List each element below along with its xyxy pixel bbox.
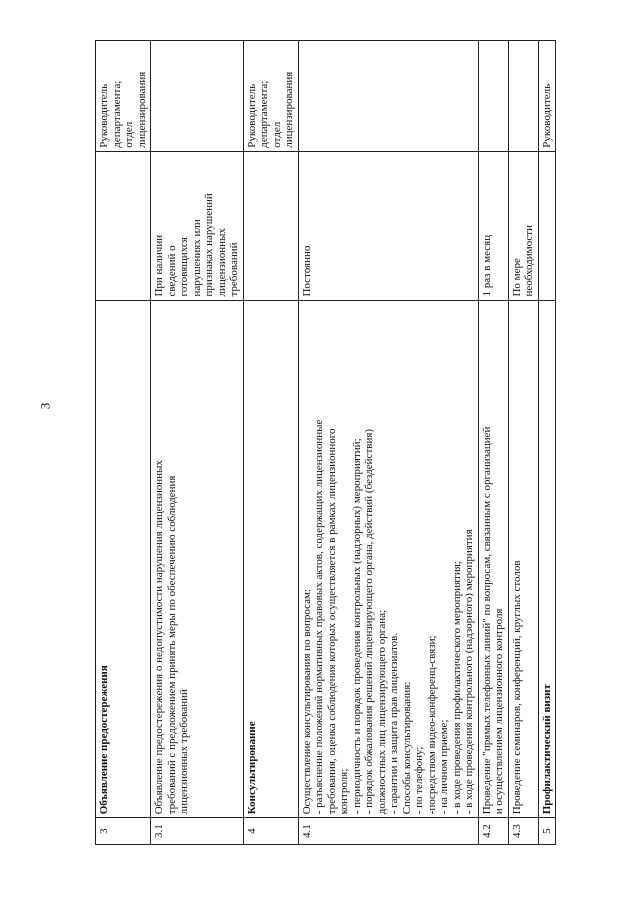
page-number: 3 xyxy=(37,402,53,410)
row-content xyxy=(243,300,298,818)
row-number: 3.1 xyxy=(151,818,244,845)
row-content xyxy=(298,300,478,818)
content-line: должностных лиц лицензирующего органа; xyxy=(375,609,388,815)
content-line: лицензионных требований xyxy=(178,689,190,815)
row-timing xyxy=(538,151,556,300)
row-responsible xyxy=(538,41,556,152)
row-number: 3 xyxy=(96,818,151,845)
row-responsible xyxy=(151,41,244,152)
row-timing xyxy=(298,151,478,300)
row-responsible xyxy=(478,41,508,152)
timing-line: признаках нарушений xyxy=(203,193,215,297)
plan-table-body xyxy=(96,41,556,845)
timing-line: нарушениях или xyxy=(190,219,203,297)
responsible-line: департамента; xyxy=(258,80,270,148)
content-line: Способы консультирования: xyxy=(400,681,413,815)
row-content xyxy=(478,300,508,818)
row-number: 4 xyxy=(243,818,298,845)
row-content xyxy=(151,300,244,818)
timing-line: Постоянно xyxy=(300,245,313,297)
content-line: - в ходе проведения профилактического мероприятия; xyxy=(450,561,463,815)
row-number: 4.3 xyxy=(508,818,538,845)
responsible-line: Руководитель xyxy=(245,83,258,148)
row-content xyxy=(96,300,151,818)
content-line: Объявление предостережения о недопустимости нарушения лицензионных xyxy=(153,460,165,815)
content-line: требований с предложением принять меры по обеспечению соблюдения xyxy=(165,475,178,815)
row-timing xyxy=(243,151,298,300)
row-number: 5 xyxy=(538,818,556,845)
content-line: - на личном приеме; xyxy=(438,719,450,815)
table-row xyxy=(478,41,508,845)
timing-line: При наличии xyxy=(153,234,165,297)
row-number: 4.1 xyxy=(298,818,478,845)
content-line: требования, оценка соблюдения которых осуществляется в рамках лицензионного xyxy=(325,428,338,815)
row-number: 4.2 xyxy=(478,818,508,845)
timing-line: требований xyxy=(228,242,240,297)
row-content xyxy=(538,300,556,818)
row-responsible xyxy=(508,41,538,152)
table-row xyxy=(538,41,556,845)
responsible-line: Руководитель xyxy=(540,83,553,148)
content-line: - в ходе проведения контрольного (надзорного) мероприятия xyxy=(463,529,475,815)
row-responsible xyxy=(243,41,298,152)
content-line: - разъяснение положений нормативных правовых актов, содержащих лицензионные xyxy=(313,419,325,815)
timing-line: лицензионных xyxy=(215,228,228,297)
timing-line: готовящихся xyxy=(178,237,190,297)
row-timing xyxy=(96,151,151,300)
content-line: - по телефону; xyxy=(413,746,425,815)
table-row xyxy=(243,41,298,845)
content-line: Профилактический визит xyxy=(540,684,553,815)
responsible-line: Руководитель xyxy=(98,83,110,148)
row-responsible xyxy=(96,41,151,152)
content-line: контроля; xyxy=(338,768,350,815)
timing-line: 1 раз в месяц xyxy=(480,234,493,297)
content-line: - гарантии и защита прав лицензиатов. xyxy=(388,632,400,815)
table-row xyxy=(298,41,478,845)
row-responsible xyxy=(298,41,478,152)
content-line: - порядок обжалования решений лицензирующего органа, действий (бездействия) xyxy=(363,428,375,815)
rotated-page xyxy=(95,40,600,845)
table-row xyxy=(96,41,151,845)
row-timing xyxy=(478,151,508,300)
responsible-line: отдел лицензирования xyxy=(123,71,148,148)
row-content xyxy=(508,300,538,818)
responsible-line: отдел лицензирования xyxy=(270,71,295,148)
content-line: Проведение семинаров, конференций, круглых столов xyxy=(510,560,523,815)
content-line: - периодичность и порядок проведения контрольных (надзорных) мероприятий; xyxy=(350,438,363,815)
table-row xyxy=(508,41,538,845)
timing-line: сведений о xyxy=(165,245,178,297)
plan-table xyxy=(95,40,556,845)
content-line: -посредством видео-конференц-связи; xyxy=(425,635,438,815)
timing-line: необходимости xyxy=(523,225,535,297)
row-timing xyxy=(508,151,538,300)
row-timing xyxy=(151,151,244,300)
content-line: Осуществление консультирования по вопросам: xyxy=(300,588,313,815)
content-line: и осуществлением лицензионного контроля xyxy=(493,608,505,815)
content-line: Проведение "прямых телефонных линий" по вопросам, связанным с организацией xyxy=(480,426,493,815)
timing-line: По мере xyxy=(510,258,523,297)
content-line: Консультирование xyxy=(245,721,258,815)
content-line: Объявление предостережения xyxy=(98,665,110,815)
responsible-line: департамента; xyxy=(110,80,123,148)
table-row xyxy=(151,41,244,845)
